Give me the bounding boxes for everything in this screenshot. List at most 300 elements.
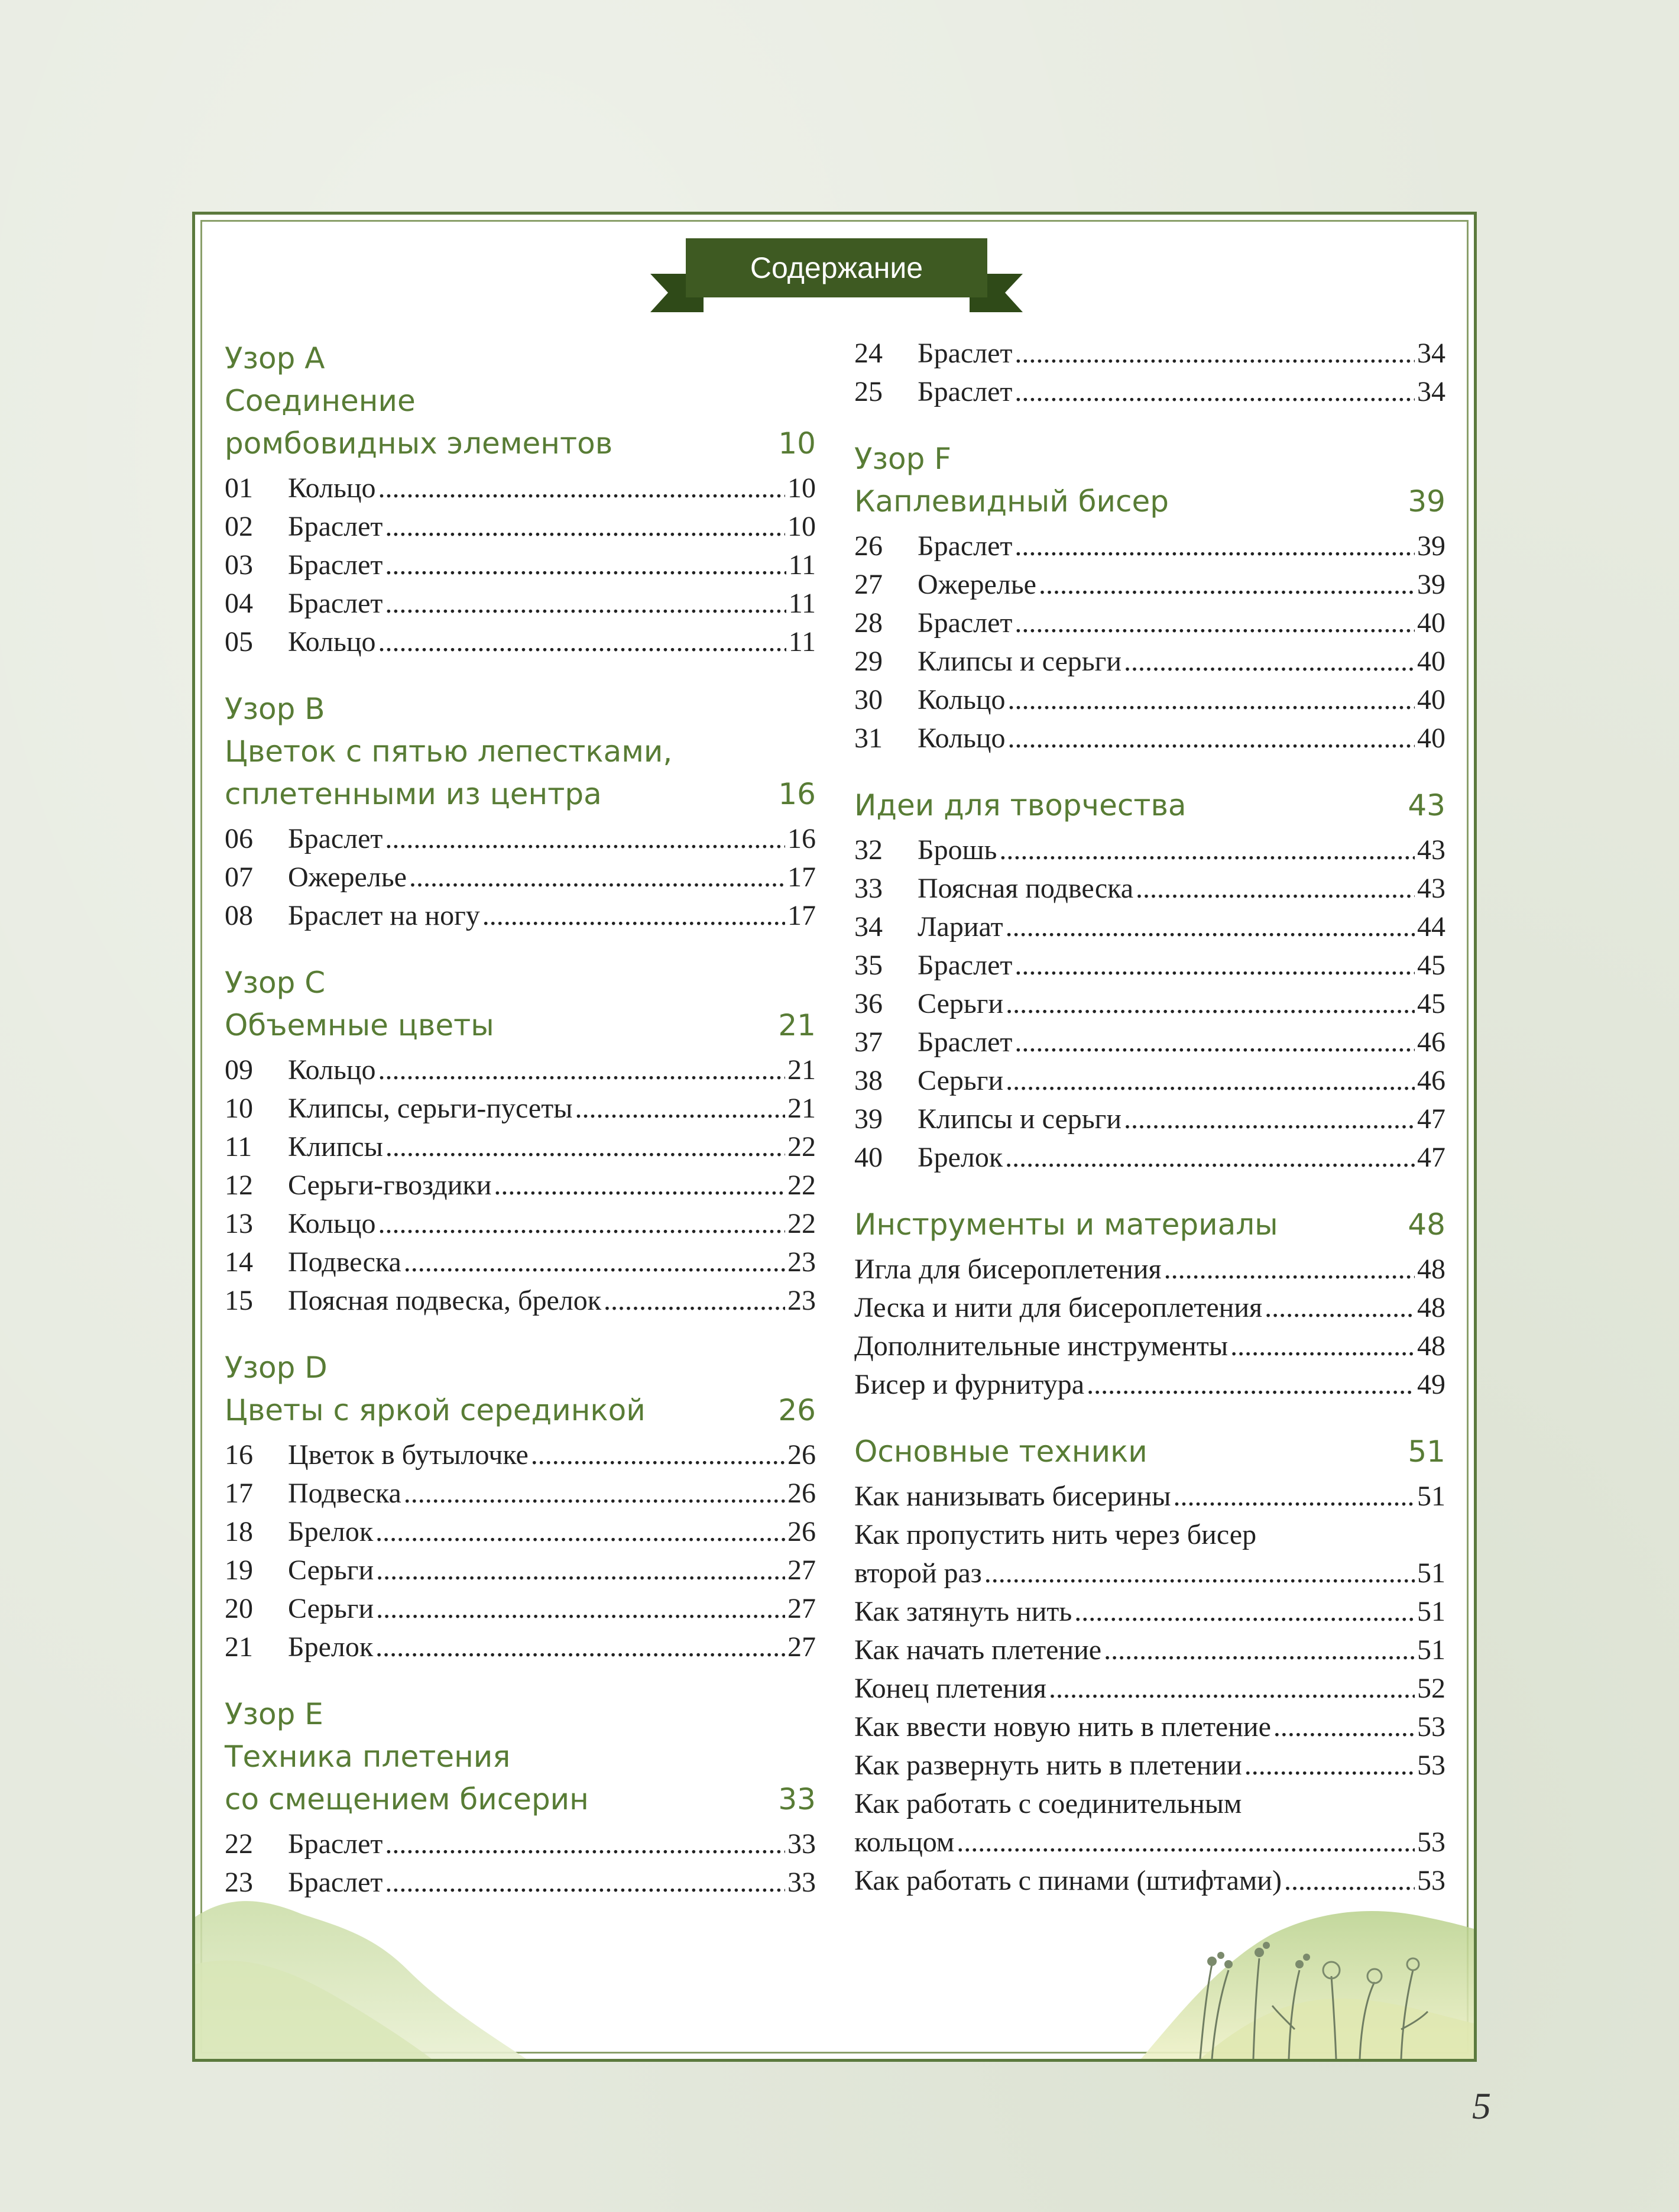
- dot-leader: [1005, 1141, 1415, 1174]
- toc-entry[interactable]: [225, 1284, 816, 1323]
- entry-number: 37: [854, 1026, 883, 1058]
- toc-entry[interactable]: [854, 1711, 1445, 1749]
- toc-entry[interactable]: [225, 1477, 816, 1515]
- dot-leader: [1173, 1480, 1415, 1513]
- entry-page: 11: [788, 626, 816, 658]
- section-heading-line: [225, 1004, 816, 1047]
- entry-number: 17: [225, 1478, 253, 1509]
- entry-number: 34: [854, 911, 883, 943]
- entry-title: Серьги: [918, 988, 1004, 1019]
- section-heading-text: Узор F: [854, 442, 952, 476]
- dot-leader: [1006, 987, 1415, 1020]
- entry-number: 08: [225, 900, 253, 931]
- dot-leader: [1230, 1330, 1415, 1362]
- dot-leader: [1265, 1291, 1415, 1324]
- toc-section: [854, 438, 1445, 760]
- section-heading-line: [225, 773, 816, 815]
- section-heading-text: Инструменты и материалы: [854, 1207, 1278, 1242]
- entry-page: 34: [1417, 376, 1445, 407]
- entry-number: 09: [225, 1054, 253, 1086]
- entry-number: 26: [854, 530, 883, 562]
- entry-title: Браслет: [288, 549, 383, 581]
- toc-entry[interactable]: [225, 1131, 816, 1169]
- entry-list: [854, 834, 1445, 1180]
- toc-entry[interactable]: [225, 1439, 816, 1477]
- toc-entry[interactable]: [225, 472, 816, 510]
- entry-title: Леска и нити для бисероплетения: [854, 1292, 1263, 1323]
- entry-page: 51: [1417, 1481, 1445, 1512]
- toc-entry[interactable]: [854, 684, 1445, 722]
- section-heading-line: [225, 688, 816, 730]
- dot-leader: [999, 834, 1415, 866]
- entry-title-continued: второй раз: [854, 1557, 982, 1589]
- dot-leader: [1124, 1103, 1415, 1135]
- entry-page: 45: [1417, 950, 1445, 981]
- entry-page: 53: [1417, 1865, 1445, 1896]
- entry-number: 15: [225, 1285, 253, 1316]
- dot-leader: [1049, 1672, 1415, 1705]
- entry-page: 51: [1417, 1634, 1445, 1666]
- dot-leader: [1039, 568, 1415, 601]
- entry-page: 33: [787, 1867, 816, 1898]
- toc-entry[interactable]: [225, 1054, 816, 1092]
- section-heading-line: [225, 1735, 816, 1778]
- section-heading-text: Техника плетения: [225, 1740, 511, 1774]
- entry-title: Дополнительные инструменты: [854, 1330, 1229, 1362]
- entry-title: Лариат: [918, 911, 1003, 943]
- section-heading-text: Каплевидный бисер: [854, 484, 1169, 519]
- entry-title: Цветок в бутылочке: [288, 1439, 529, 1471]
- dot-leader: [1014, 949, 1415, 982]
- entry-title: Серьги: [288, 1593, 374, 1624]
- entry-page: 27: [787, 1593, 816, 1624]
- contents-title: Содержание: [750, 251, 923, 284]
- dot-leader: [404, 1246, 785, 1278]
- section-heading-text: Соединение: [225, 384, 416, 418]
- section-heading: [225, 1693, 816, 1821]
- toc-entry[interactable]: [225, 626, 816, 664]
- dot-leader: [1014, 607, 1415, 639]
- section-heading-line: [854, 784, 1445, 827]
- entry-page: 40: [1417, 607, 1445, 639]
- toc-entry[interactable]: [854, 1103, 1445, 1141]
- toc-section: [854, 337, 1445, 414]
- entry-title: Бисер и фурнитура: [854, 1369, 1085, 1400]
- entry-title: Клипсы и серьги: [918, 646, 1122, 677]
- entry-number: 13: [225, 1208, 253, 1239]
- entry-title: Как затянуть нить: [854, 1596, 1072, 1627]
- dot-leader: [376, 1554, 785, 1586]
- entry-page: 48: [1417, 1254, 1445, 1285]
- toc-entry[interactable]: [854, 1864, 1445, 1903]
- toc-entry[interactable]: [225, 587, 816, 626]
- toc-entry[interactable]: [854, 1480, 1445, 1518]
- entry-number: 14: [225, 1246, 253, 1278]
- entry-page: 48: [1417, 1292, 1445, 1323]
- dot-leader: [385, 1131, 785, 1163]
- toc-entry[interactable]: [854, 1026, 1445, 1064]
- entry-title: Браслет на ногу: [288, 900, 480, 931]
- dot-leader: [482, 899, 785, 932]
- toc-entry[interactable]: [854, 568, 1445, 607]
- section-heading-line: [854, 1430, 1445, 1473]
- entry-number: 35: [854, 950, 883, 981]
- toc-entry[interactable]: [225, 1866, 816, 1905]
- section-heading: [225, 1346, 816, 1432]
- toc-entry[interactable]: [854, 1368, 1445, 1407]
- entry-title: Кольцо: [918, 684, 1006, 715]
- entry-title: Браслет: [918, 338, 1013, 369]
- entry-title: Браслет: [288, 511, 383, 542]
- dot-leader: [531, 1439, 785, 1471]
- entry-title: Клипсы и серьги: [918, 1103, 1122, 1135]
- entry-page: 21: [787, 1054, 816, 1086]
- section-page-number: 33: [778, 1782, 816, 1816]
- section-heading-line: [854, 438, 1445, 480]
- entry-page: 44: [1417, 911, 1445, 943]
- dot-leader: [1087, 1368, 1415, 1401]
- dot-leader: [385, 587, 786, 620]
- entry-page: 40: [1417, 684, 1445, 715]
- entry-page: 22: [787, 1208, 816, 1239]
- dot-leader: [1006, 911, 1415, 943]
- entry-page: 21: [787, 1093, 816, 1124]
- toc-entry[interactable]: [225, 510, 816, 549]
- entry-number: 22: [225, 1828, 253, 1860]
- entry-page: 27: [787, 1554, 816, 1586]
- entry-line: [854, 1787, 1445, 1826]
- section-heading-text: со смещением бисерин: [225, 1782, 589, 1816]
- entry-title: Браслет: [918, 530, 1013, 562]
- dot-leader: [1104, 1634, 1415, 1666]
- dot-leader: [378, 1207, 785, 1240]
- entry-page: 46: [1417, 1065, 1445, 1096]
- entry-title: Подвеска: [288, 1478, 401, 1509]
- dot-leader: [1124, 645, 1415, 678]
- entry-number: 31: [854, 723, 883, 754]
- entry-number: 19: [225, 1554, 253, 1586]
- entry-page: 17: [787, 862, 816, 893]
- entry-number: 10: [225, 1093, 253, 1124]
- dot-leader: [984, 1557, 1415, 1589]
- entry-title: Браслет: [918, 376, 1013, 407]
- dot-leader: [1014, 375, 1415, 408]
- toc-entry[interactable]: [854, 1749, 1445, 1787]
- entry-page: 22: [787, 1131, 816, 1162]
- entry-page: 22: [787, 1170, 816, 1201]
- toc-entry[interactable]: [854, 1518, 1445, 1595]
- section-heading-line: [225, 1389, 816, 1432]
- toc-entry[interactable]: [854, 911, 1445, 949]
- dot-leader: [409, 861, 785, 893]
- entry-title: Конец плетения: [854, 1673, 1046, 1704]
- section-heading-line: [854, 480, 1445, 523]
- section-heading-line: [225, 730, 816, 773]
- entry-title: Подвеска: [288, 1246, 401, 1278]
- toc-entry[interactable]: [854, 1330, 1445, 1368]
- toc-entry[interactable]: [225, 1592, 816, 1631]
- toc-entry[interactable]: [854, 1291, 1445, 1330]
- section-heading: [225, 337, 816, 465]
- entry-title: Браслет: [288, 1828, 383, 1860]
- entry-page: 23: [787, 1285, 816, 1316]
- toc-entry[interactable]: [854, 834, 1445, 872]
- entry-number: 39: [854, 1103, 883, 1135]
- entry-list: [225, 822, 816, 938]
- entry-title: Браслет: [918, 607, 1013, 639]
- entry-number: 05: [225, 626, 253, 658]
- entry-page: 43: [1417, 834, 1445, 866]
- entry-title: Серьги: [918, 1065, 1004, 1096]
- entry-number: 02: [225, 511, 253, 542]
- dot-leader: [1014, 1026, 1415, 1058]
- section-heading: [854, 784, 1445, 827]
- dot-leader: [1244, 1749, 1415, 1782]
- section-page-number: 51: [1408, 1434, 1445, 1469]
- entry-list: [225, 1439, 816, 1669]
- section-heading-line: [225, 1346, 816, 1389]
- entry-number: 18: [225, 1516, 253, 1547]
- toc-entry[interactable]: [854, 722, 1445, 760]
- entry-page: 51: [1417, 1596, 1445, 1627]
- entry-number: 40: [854, 1142, 883, 1173]
- entry-title: Браслет: [918, 950, 1013, 981]
- entry-number: 30: [854, 684, 883, 715]
- entry-title: Браслет: [918, 1026, 1013, 1058]
- entry-page: 26: [787, 1478, 816, 1509]
- dot-leader: [385, 822, 785, 855]
- section-heading-line: [225, 1693, 816, 1735]
- page-number: 5: [1472, 2085, 1491, 2127]
- toc-section: [225, 1693, 816, 1905]
- entry-page: 16: [787, 823, 816, 854]
- section-heading: [854, 1430, 1445, 1473]
- dot-leader: [385, 1828, 785, 1860]
- entry-page: 17: [787, 900, 816, 931]
- entry-number: 25: [854, 376, 883, 407]
- section-heading-text: Узор В: [225, 692, 325, 726]
- dot-leader: [1008, 684, 1415, 716]
- entry-title: Кольцо: [288, 472, 376, 504]
- section-heading-line: [225, 1778, 816, 1821]
- section-heading-text: Узор С: [225, 966, 326, 1000]
- entry-number: 21: [225, 1631, 253, 1663]
- entry-title: Брелок: [288, 1631, 374, 1663]
- entry-page: 26: [787, 1516, 816, 1547]
- toc-entry[interactable]: [225, 1207, 816, 1246]
- entry-title: Серьги: [288, 1554, 374, 1586]
- toc-entry[interactable]: [854, 1634, 1445, 1672]
- entry-title: Как начать плетение: [854, 1634, 1102, 1666]
- toc-entry[interactable]: [225, 1631, 816, 1669]
- toc-entry[interactable]: [854, 1064, 1445, 1103]
- toc-left-column: [225, 337, 816, 1928]
- entry-list: [854, 1480, 1445, 1903]
- section-heading-line: [854, 1203, 1445, 1246]
- dot-leader: [404, 1477, 785, 1510]
- dot-leader: [378, 626, 786, 658]
- entry-title: Клипсы: [288, 1131, 383, 1162]
- dot-leader: [376, 1592, 785, 1625]
- entry-number: 07: [225, 862, 253, 893]
- entry-title: Кольцо: [288, 626, 376, 658]
- entry-number: 27: [854, 569, 883, 600]
- toc-entry[interactable]: [225, 1828, 816, 1866]
- section-heading: [225, 688, 816, 815]
- entry-list: [225, 472, 816, 664]
- entry-title: Поясная подвеска: [918, 873, 1134, 904]
- entry-page: 47: [1417, 1142, 1445, 1173]
- toc-entry[interactable]: [854, 1672, 1445, 1711]
- section-heading: [854, 1203, 1445, 1246]
- entry-title: Ожерелье: [918, 569, 1036, 600]
- dot-leader: [375, 1631, 785, 1663]
- entry-title: Как работать с соединительным: [854, 1788, 1242, 1819]
- entry-page: 53: [1417, 1711, 1445, 1743]
- entry-title: Как пропустить нить через бисер: [854, 1519, 1257, 1550]
- dot-leader: [1006, 1064, 1415, 1097]
- toc-entry[interactable]: [854, 607, 1445, 645]
- entry-page: 27: [787, 1631, 816, 1663]
- entry-title: Клипсы, серьги-пусеты: [288, 1093, 573, 1124]
- dot-leader: [378, 1054, 785, 1086]
- entry-line: [854, 1826, 1445, 1864]
- section-page-number: 39: [1408, 484, 1445, 519]
- toc-entry[interactable]: [854, 1141, 1445, 1180]
- entry-list: [854, 530, 1445, 760]
- dot-leader: [385, 510, 785, 543]
- dot-leader: [1074, 1595, 1415, 1628]
- entry-page: 53: [1417, 1750, 1445, 1781]
- dot-leader: [575, 1092, 785, 1125]
- entry-title: Как работать с пинами (штифтами): [854, 1865, 1282, 1896]
- section-heading-text: Цветок с пятью лепестками,: [225, 734, 673, 769]
- section-page-number: 48: [1408, 1207, 1445, 1242]
- toc-entry[interactable]: [225, 1515, 816, 1554]
- entry-title: Браслет: [288, 588, 383, 619]
- toc-entry[interactable]: [854, 645, 1445, 684]
- entry-page: 52: [1417, 1673, 1445, 1704]
- toc-entry[interactable]: [854, 530, 1445, 568]
- toc-entry[interactable]: [225, 899, 816, 938]
- section-heading-text: ромбовидных элементов: [225, 426, 613, 461]
- toc-entry[interactable]: [854, 337, 1445, 375]
- toc-section: [854, 1430, 1445, 1903]
- dot-leader: [378, 472, 785, 504]
- entry-list: [854, 1253, 1445, 1407]
- section-heading: [854, 438, 1445, 523]
- entry-page: 43: [1417, 873, 1445, 904]
- toc-entry[interactable]: [225, 1554, 816, 1592]
- entry-title: Как нанизывать бисерины: [854, 1481, 1171, 1512]
- section-heading-text: Основные техники: [854, 1434, 1148, 1469]
- entry-page: 48: [1417, 1330, 1445, 1362]
- entry-title: Серьги-гвоздики: [288, 1170, 492, 1201]
- entry-number: 33: [854, 873, 883, 904]
- entry-title: Поясная подвеска, брелок: [288, 1285, 602, 1316]
- section-heading: [225, 961, 816, 1047]
- section-heading-line: [225, 380, 816, 422]
- entry-title-continued: кольцом: [854, 1826, 955, 1858]
- toc-entry[interactable]: [225, 1092, 816, 1131]
- entry-line: [854, 1518, 1445, 1557]
- section-heading-line: [225, 337, 816, 380]
- entry-number: 24: [854, 338, 883, 369]
- entry-page: 53: [1417, 1826, 1445, 1858]
- entry-page: 11: [788, 549, 816, 581]
- section-page-number: 43: [1408, 788, 1445, 822]
- toc-entry[interactable]: [854, 375, 1445, 414]
- entry-page: 39: [1417, 530, 1445, 562]
- entry-page: 40: [1417, 646, 1445, 677]
- toc-entry[interactable]: [854, 872, 1445, 911]
- contents-frame: [192, 212, 1477, 2062]
- dot-leader: [1273, 1711, 1415, 1743]
- dot-leader: [1014, 530, 1415, 562]
- dot-leader: [385, 549, 786, 581]
- entry-page: 33: [787, 1828, 816, 1860]
- entry-title: Кольцо: [918, 723, 1006, 754]
- entry-number: 36: [854, 988, 883, 1019]
- entry-number: 12: [225, 1170, 253, 1201]
- entry-page: 10: [787, 511, 816, 542]
- section-page-number: 26: [778, 1393, 816, 1427]
- dot-leader: [1014, 337, 1415, 370]
- entry-page: 34: [1417, 338, 1445, 369]
- entry-number: 20: [225, 1593, 253, 1624]
- section-heading-text: Узор Е: [225, 1697, 323, 1731]
- dot-leader: [604, 1284, 785, 1317]
- section-heading-line: [225, 422, 816, 465]
- dot-leader: [375, 1515, 785, 1548]
- toc-entry[interactable]: [854, 1595, 1445, 1634]
- entry-line: [854, 1557, 1445, 1595]
- entry-page: 40: [1417, 723, 1445, 754]
- entry-number: 32: [854, 834, 883, 866]
- toc-entry[interactable]: [225, 549, 816, 587]
- entry-title: Брелок: [918, 1142, 1003, 1173]
- entry-page: 26: [787, 1439, 816, 1471]
- toc-entry[interactable]: [854, 949, 1445, 987]
- toc-entry[interactable]: [854, 1787, 1445, 1864]
- toc-entry[interactable]: [225, 1246, 816, 1284]
- toc-section: [225, 961, 816, 1323]
- entry-number: 23: [225, 1867, 253, 1898]
- dot-leader: [1136, 872, 1415, 905]
- entry-list: [225, 1828, 816, 1905]
- section-heading-text: Узор А: [225, 341, 325, 375]
- entry-number: 06: [225, 823, 253, 854]
- entry-page: 11: [788, 588, 816, 619]
- entry-title: Кольцо: [288, 1054, 376, 1086]
- entry-number: 16: [225, 1439, 253, 1471]
- entry-title: Браслет: [288, 823, 383, 854]
- toc-entry[interactable]: [225, 861, 816, 899]
- toc-entry[interactable]: [225, 822, 816, 861]
- entry-list: [854, 337, 1445, 414]
- entry-page: 23: [787, 1246, 816, 1278]
- entry-page: 51: [1417, 1557, 1445, 1589]
- section-page-number: 10: [778, 426, 816, 461]
- toc-entry[interactable]: [225, 1169, 816, 1207]
- toc-entry[interactable]: [854, 1253, 1445, 1291]
- toc-entry[interactable]: [854, 987, 1445, 1026]
- entry-page: 45: [1417, 988, 1445, 1019]
- section-page-number: 21: [778, 1008, 816, 1042]
- section-heading-text: Узор D: [225, 1350, 328, 1385]
- toc-section: [225, 688, 816, 938]
- entry-title: Игла для бисероплетения: [854, 1254, 1162, 1285]
